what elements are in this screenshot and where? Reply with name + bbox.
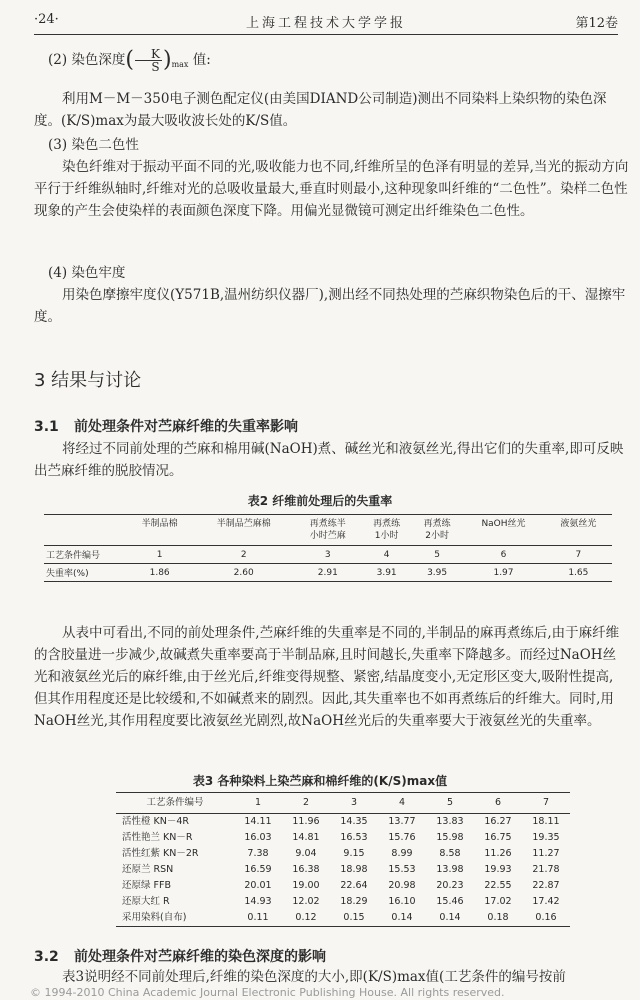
table-3-cell: 11.96 <box>292 816 320 827</box>
table-3-cell: 16.53 <box>340 832 368 843</box>
table-3-cell: 12.02 <box>292 896 320 907</box>
table-row <box>116 910 570 927</box>
table-2-cell: 3.95 <box>412 564 462 582</box>
table-3-cell: 8.99 <box>391 848 413 859</box>
table-row <box>116 862 570 878</box>
table-3-cell: 11.26 <box>484 848 512 859</box>
table-row <box>116 894 570 910</box>
table-3-row-label: 活性橙 KN－4R <box>122 816 190 827</box>
table-3-cell: 0.14 <box>378 910 426 927</box>
table-3-cell: 19.93 <box>484 864 512 875</box>
section-3-1-text: 前处理条件对苎麻纤维的失重率影响 <box>74 419 298 435</box>
table-row <box>116 830 570 846</box>
section-3-2-paragraph: 表3说明经不同前处理后,纤维的染色深度的大小,即(K/S)max值(工艺条件的编号按前 <box>62 969 566 985</box>
fastness-paragraph: 用染色摩擦牢度仪(Y571B,温州纺织仪器厂),测出经不同热处理的苎麻织物染色后的干、湿擦牢度。 <box>34 287 626 325</box>
table-2-cell: 2 <box>193 546 294 564</box>
table-3-row-label: 活性艳兰 KN－R <box>122 832 193 843</box>
table-3-cell: 14.81 <box>292 832 320 843</box>
table-3-cell: 22.55 <box>484 880 512 891</box>
table-2-cell: 1.97 <box>462 564 544 582</box>
table-3-cell: 0.14 <box>426 910 474 927</box>
section-3-2-text: 前处理条件对苎麻纤维的染色深度的影响 <box>74 949 326 965</box>
table-3-cell: 19.00 <box>292 880 320 891</box>
table-3-cell: 16.03 <box>244 832 272 843</box>
table-3-cell: 16.75 <box>484 832 512 843</box>
table-3-cell: 21.78 <box>532 864 560 875</box>
table-2-header-cell: 再煮练半 小时苎麻 <box>294 515 361 546</box>
table-3-caption-text: 表3 各种染料上染苎麻和棉纤维的(K/S)max值 <box>192 774 448 788</box>
ks-denominator: S <box>151 60 160 74</box>
table-3-cell: 18.98 <box>340 864 368 875</box>
table-row <box>116 878 570 894</box>
table-3 <box>116 792 570 927</box>
table-2-cell: 7 <box>545 546 612 564</box>
ks-subscript: max <box>171 60 189 69</box>
table-2-header-cell <box>44 515 126 546</box>
table-2-row-label: 失重率(%) <box>44 564 126 582</box>
table-3-cell: 13.83 <box>436 816 464 827</box>
table-3-cell: 16.10 <box>388 896 416 907</box>
table-2 <box>44 514 612 582</box>
table-2-cell: 1.86 <box>126 564 193 582</box>
ks-heading-prefix: (2) 染色深度 <box>48 52 126 68</box>
table-3-header-cell: 3 <box>330 793 378 814</box>
table-row <box>116 814 570 831</box>
table-3-cell: 9.04 <box>295 848 317 859</box>
table-2-discussion: 从表中可看出,不同的前处理条件,苎麻纤维的失重率是不同的,半制品的麻再煮练后,由于麻纤维的含胶量进一步减少,故碱煮失重率要高于半制品麻,且时间越长,失重率下降越多。而经过NaOH丝光和液氨丝光后的麻纤维,由于丝光后,纤维变得规整、紧密,结晶度变小,无定形区变大,吸附性提高,但其作用程度还是比较缓和,不如碱煮来的剧烈。因此,其失重率也不如再煮练后的纤维大。同时,用NaOH丝光,其作用程度要比液氨丝光剧烈,故NaOH丝光后的失重率要大于液氨丝光的失重率。 <box>34 625 620 729</box>
ks-paragraph: 利用M－M－350电子测色配定仪(由美国DIAND公司制造)测出不同染料上染织物的染色深度。(K/S)max为最大吸收波长处的K/S值。 <box>34 91 607 129</box>
table-3-cell: 19.35 <box>532 832 560 843</box>
table-3-cell: 0.16 <box>522 910 570 927</box>
table-3-row-label: 采用染料(自布) <box>116 910 234 927</box>
table-3-row-label: 还原兰 RSN <box>122 864 174 875</box>
table-3-cell: 0.15 <box>330 910 378 927</box>
table-3-cell: 13.98 <box>436 864 464 875</box>
section-3-title: 3 结果与讨论 <box>34 370 142 391</box>
journal-title: 上海工程技术大学学报 <box>245 16 406 31</box>
table-2-header-cell: NaOH丝光 <box>462 515 544 546</box>
table-2-header-row <box>44 515 612 546</box>
table-2-cell: 2.60 <box>193 564 294 582</box>
table-2-row-label: 工艺条件编号 <box>44 546 126 564</box>
section-3-1-paragraph: 将经过不同前处理的苎麻和棉用碱(NaOH)煮、碱丝光和液氨丝光,得出它们的失重率,即可反映出苎麻纤维的脱胶情况。 <box>34 441 624 479</box>
section-3-2-number: 3.2 <box>34 949 59 965</box>
ks-heading-suffix: 值: <box>192 52 211 68</box>
table-2-cell: 3.91 <box>361 564 411 582</box>
table-3-header-cell: 7 <box>522 793 570 814</box>
table-3-cell: 9.15 <box>343 848 365 859</box>
volume-label: 第12卷 <box>575 16 618 31</box>
table-3-cell: 15.98 <box>436 832 464 843</box>
fastness-heading: (4) 染色牢度 <box>48 265 126 281</box>
copyright-footer: © 1994-2010 China Academic Journal Electronic Publishing House. All rights reserved. <box>30 986 505 999</box>
table-3-cell: 8.58 <box>439 848 461 859</box>
table-3-cell: 20.23 <box>436 880 464 891</box>
table-2-cell: 1.65 <box>545 564 612 582</box>
table-3-cell: 18.11 <box>532 816 560 827</box>
table-2-cell: 1 <box>126 546 193 564</box>
table-3-cell: 0.18 <box>474 910 522 927</box>
table-3-header-row <box>116 793 570 814</box>
section-3-1-title <box>34 416 298 436</box>
table-3-cell: 16.27 <box>484 816 512 827</box>
table-3-cell: 16.59 <box>244 864 272 875</box>
table-3-cell: 20.01 <box>244 880 272 891</box>
table-3-cell: 15.76 <box>388 832 416 843</box>
table-2-cell: 3 <box>294 546 361 564</box>
table-3-cell: 13.77 <box>388 816 416 827</box>
table-2-cell: 5 <box>412 546 462 564</box>
table-2-header-cell: 液氨丝光 <box>545 515 612 546</box>
table-3-row-label: 还原大红 R <box>122 896 170 907</box>
dichroism-heading: (3) 染色二色性 <box>48 137 139 153</box>
table-row <box>116 846 570 862</box>
page-number: ·24· <box>34 12 59 27</box>
table-2-caption: 表2 纤维前处理后的失重率 <box>247 494 393 508</box>
table-3-cell: 11.27 <box>532 848 560 859</box>
table-3-header-cell: 5 <box>426 793 474 814</box>
table-3-cell: 15.46 <box>436 896 464 907</box>
ks-heading: (2) 染色深度( $\frac{K}{S}$ )$_{max}$ 值: <box>48 47 211 74</box>
ks-numerator: K <box>135 48 162 61</box>
table-3-cell: 0.12 <box>282 910 330 927</box>
table-3-header-cell: 4 <box>378 793 426 814</box>
table-2-header-cell: 半制品棉 <box>126 515 193 546</box>
table-3-cell: 17.02 <box>484 896 512 907</box>
table-3-cell: 16.38 <box>292 864 320 875</box>
section-3-2-title <box>34 946 326 966</box>
table-2-loss-row <box>44 564 612 582</box>
table-2-header-cell: 再煮练 1小时 <box>361 515 411 546</box>
table-2-cell: 2.91 <box>294 564 361 582</box>
table-3-cell: 18.29 <box>340 896 368 907</box>
table-3-cell: 20.98 <box>388 880 416 891</box>
table-3-header-cell: 工艺条件编号 <box>116 793 234 814</box>
table-3-cell: 22.87 <box>532 880 560 891</box>
section-3-1-number: 3.1 <box>34 419 59 435</box>
table-3-cell: 15.53 <box>388 864 416 875</box>
table-3-header-cell: 6 <box>474 793 522 814</box>
table-3-cell: 17.42 <box>532 896 560 907</box>
ks-fraction <box>135 48 162 73</box>
table-3-caption <box>0 772 640 789</box>
table-2-number-row <box>44 546 612 564</box>
table-3-cell: 0.11 <box>234 910 282 927</box>
table-3-row-label: 还原绿 FFB <box>122 880 171 891</box>
table-3-cell: 22.64 <box>340 880 368 891</box>
dichroism-paragraph: 染色纤维对于振动平面不同的光,吸收能力也不同,纤维所呈的色泽有明显的差异,当光的振动方向平行于纤维纵轴时,纤维对光的总吸收量最大,垂直时则最小,这种现象叫纤维的“二色性”。染样二色性现象的产生会使染样的表面颜色深度下降。用偏光显微镜可测定出纤维染色二色性。 <box>34 159 629 219</box>
table-3-header-cell: 1 <box>234 793 282 814</box>
table-2-header-cell: 再煮练 2小时 <box>412 515 462 546</box>
table-2-header-cell: 半制品苎麻棉 <box>193 515 294 546</box>
table-3-header-cell: 2 <box>282 793 330 814</box>
table-3-cell: 14.11 <box>244 816 272 827</box>
table-3-row-label: 活性红紫 KN－2R <box>122 848 199 859</box>
table-2-cell: 6 <box>462 546 544 564</box>
table-2-cell: 4 <box>361 546 411 564</box>
table-3-cell: 7.38 <box>247 848 269 859</box>
running-header <box>34 10 618 35</box>
table-3-cell: 14.93 <box>244 896 272 907</box>
table-3-cell: 14.35 <box>340 816 368 827</box>
